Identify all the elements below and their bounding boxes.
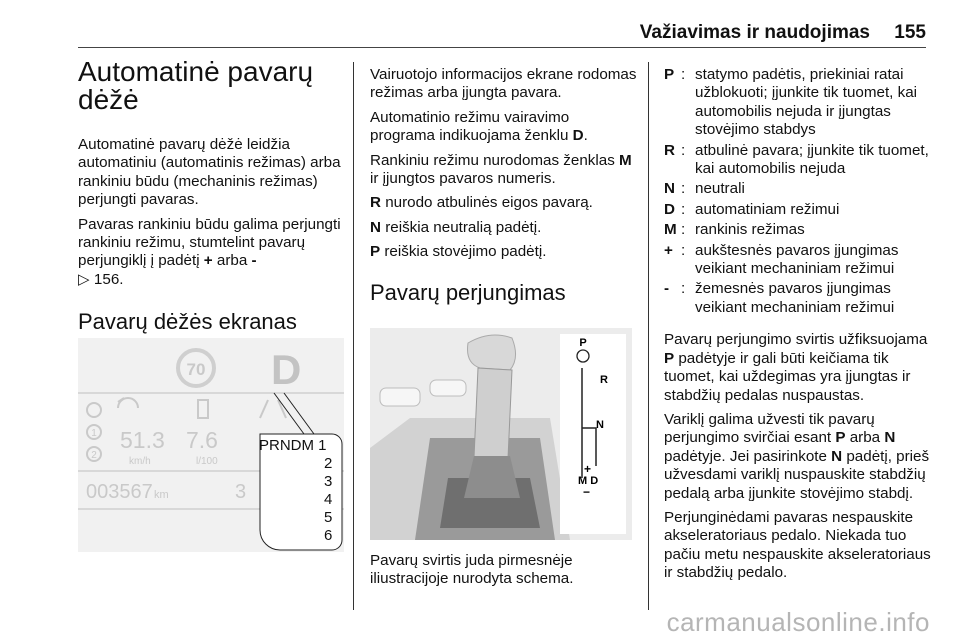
definition-text: aukštesnės pavaros įjungimas veikiant mechaniniam režimui (695, 241, 899, 278)
definition-text: žemesnės pavaros įjungimas veikiant mechaniniam režimui (695, 280, 895, 316)
gear-letter: P (664, 349, 675, 367)
odometer-unit: km (154, 489, 169, 501)
pattern-n-label: N (596, 419, 604, 431)
figure-caption (370, 552, 638, 595)
page-number: 155 (894, 22, 926, 43)
manual-shift-paragraph (78, 216, 344, 290)
pattern-md-label: M D (578, 475, 599, 487)
definition-text: rankinis režimas (695, 221, 805, 239)
definition-row (664, 242, 934, 279)
right-column (664, 66, 934, 589)
definition-key: - (664, 280, 670, 298)
callout-num: 3 (324, 473, 333, 490)
middle-paragraph-1: Vairuotojo informacijos ekrane rodomas režimas arba įjungta pavara. (370, 66, 637, 102)
text-run: Pavarų perjungimo svirtis užfiksuojama (664, 331, 928, 349)
text-run: Rankiniu režimu nurodomas ženklas (370, 151, 620, 169)
subheading-display: Pavarų dėžės ekranas (78, 309, 297, 335)
page-reference-link[interactable]: 156. (93, 270, 124, 288)
definition-key: M (664, 221, 677, 239)
pattern-r-label: R (600, 374, 608, 386)
definition-key: N (664, 180, 675, 198)
text-run: Variklį galima užvesti tik pavarų perjungimo svirčiai esant (664, 410, 875, 447)
definition-colon: : (681, 221, 686, 239)
text-run: nurodo atbulinės eigos pavarą. (380, 194, 593, 212)
gear-letter: P (370, 243, 381, 261)
column-divider-1 (353, 62, 354, 610)
right-paragraph-1 (664, 331, 934, 405)
text-run: Pavaras rankiniu būdu galima perjungti rankiniu režimu, stumtelint pavarų perjungiklį į padėtį (78, 215, 341, 270)
pattern-plus-label: + (584, 462, 592, 476)
definition-colon: : (681, 66, 686, 83)
plus-symbol: + (203, 252, 213, 270)
odometer-value: 003567 (86, 481, 153, 503)
text-run: arba (212, 252, 252, 270)
shift-pattern-panel (560, 334, 626, 534)
definition-text: neutrali (695, 180, 745, 198)
gear-letter: N (884, 429, 896, 447)
gear-letter: N (370, 218, 381, 236)
text-run: . (583, 127, 588, 145)
definition-colon: : (681, 241, 686, 259)
definition-row (664, 142, 934, 179)
definition-key: D (664, 200, 675, 218)
gear-lever-illustration (370, 328, 632, 540)
caption-text: Pavarų svirtis juda pirmesnėje iliustracijoje nurodyta schema. (370, 552, 574, 588)
gear-lever (474, 368, 512, 458)
callout-num: 4 (324, 491, 333, 508)
left-column (78, 58, 344, 335)
callout-head: PRNDM 1 (259, 437, 327, 454)
text-run: padėtį, prieš užvesdami variklį nuspauskite stabdžių pedalą arba įjunkite stovėjimo stabdį. (664, 447, 930, 502)
middle-paragraph-6 (370, 243, 638, 261)
text-run: padėtyje ir gali būti keičiama tik tuomet, kai uždegimas yra įjungtas ir stabdžių pedalas nuspaustas. (664, 349, 911, 404)
callout-num: 6 (324, 527, 333, 544)
definition-row (664, 280, 934, 317)
definition-row (664, 201, 934, 219)
trip2-label: 2 (91, 450, 97, 461)
definition-text: automatiniam režimui (695, 200, 840, 218)
intro-paragraph: Automatinė pavarų dėžė leidžia automatiniu (automatinis režimas) arba rankiniu būdu (mechaninis režimas) perjungti pavaras. (78, 136, 341, 209)
section-heading-line1: Automatinė pavarų (78, 56, 314, 87)
text-run: reiškia neutralią padėtį. (380, 218, 542, 236)
definition-colon: : (681, 280, 686, 298)
section-heading (78, 58, 344, 114)
gear-letter: M (619, 151, 632, 169)
trip-partial-value: 3 (235, 481, 247, 503)
definition-key: R (664, 141, 675, 159)
gear-letter: D (572, 127, 584, 145)
subheading-shifting: Pavarų perjungimas (370, 279, 566, 305)
text-run: Automatinio režimu vairavimo programa indikuojama ženklu (370, 108, 573, 145)
average-speed-value: 51.3 (120, 427, 165, 453)
page-header (78, 22, 926, 44)
trip1-label: 1 (91, 428, 97, 439)
text-run: ir įjungtos pavaros numeris. (370, 170, 556, 188)
gear-letter: R (370, 194, 381, 212)
text-run: reiškia stovėjimo padėtį. (380, 243, 547, 261)
callout-num: 5 (324, 509, 333, 526)
definition-text: statymo padėtis, priekiniai ratai užblokuoti; įjunkite tik tuomet, kai automobilis nejuda ir įjungtas stovėjimo stabdys (695, 66, 918, 139)
arrow-reference-icon[interactable]: ▷ (78, 270, 90, 288)
pattern-p-label: P (579, 337, 587, 349)
gearbox-display-figure (78, 338, 344, 552)
section-heading-line2: dėžė (78, 84, 139, 115)
average-speed-unit: km/h (129, 456, 151, 467)
right-paragraph-3: Perjunginėdami pavaras nespauskite akseleratoriaus pedalo. Niekada tuo pačiu metu nespauskite akseleratoriaus ir stabdžių pedalo. (664, 508, 931, 582)
gear-letter: P (835, 429, 846, 447)
running-title: Važiavimas ir naudojimas (639, 22, 870, 43)
pattern-minus-label: − (583, 485, 591, 499)
column-divider-2 (648, 62, 649, 610)
callout-num: 2 (324, 455, 333, 472)
header-rule (78, 47, 926, 48)
definition-row (664, 66, 934, 140)
middle-paragraph-2 (370, 109, 638, 146)
gear-selector-figure (370, 328, 632, 540)
gear-definitions (664, 66, 934, 317)
middle-paragraph-5 (370, 219, 638, 237)
middle-column (370, 66, 638, 306)
definition-colon: : (681, 180, 686, 198)
instrument-cluster-illustration (78, 338, 344, 552)
middle-paragraph-3 (370, 152, 638, 189)
watermark: carmanualsonline.info (666, 607, 930, 637)
definition-colon: : (681, 141, 686, 159)
definition-key: P (664, 66, 675, 83)
middle-paragraph-4 (370, 194, 638, 212)
right-paragraph-2 (664, 411, 934, 503)
definition-row (664, 180, 934, 198)
gear-letter: N (831, 447, 843, 465)
text-run: padėtyje. Jei pasirinkote (664, 447, 832, 465)
consumption-unit: l/100 (196, 456, 218, 467)
gear-indicator: D (271, 346, 302, 393)
definition-text: atbulinė pavara; įjunkite tik tuomet, kai automobilis nejuda (695, 141, 929, 178)
consumption-value: 7.6 (186, 427, 218, 453)
definition-key: + (664, 241, 673, 259)
text-run: arba (845, 429, 885, 447)
speed-limit-value: 70 (186, 360, 206, 379)
minus-symbol: - (251, 252, 257, 270)
definition-row (664, 221, 934, 239)
definition-colon: : (681, 200, 686, 218)
